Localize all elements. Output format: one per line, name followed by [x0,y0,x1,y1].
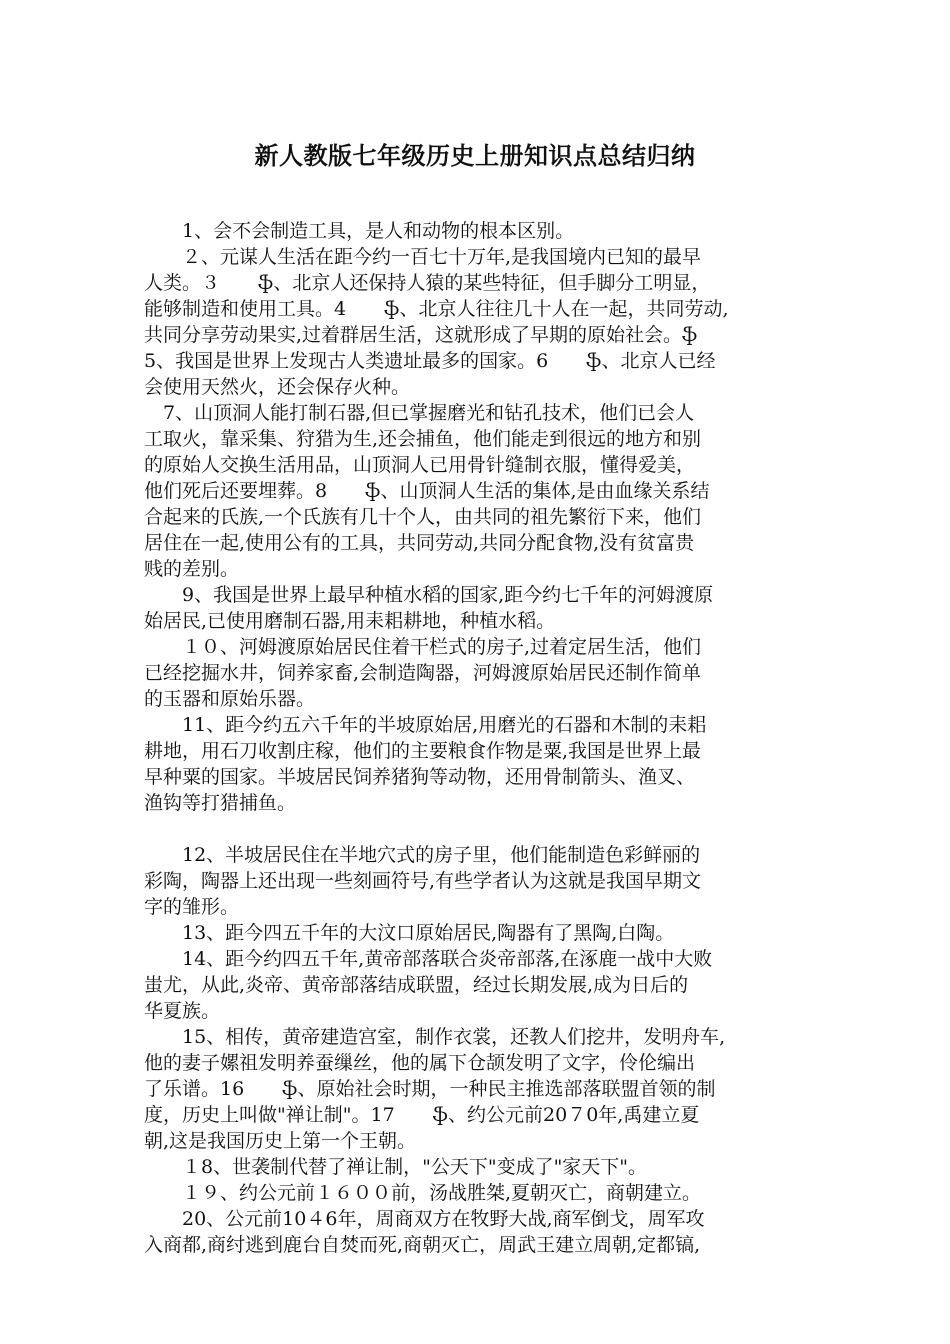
text-line: 他的妻子嫘祖发明养蚕缫丝，他的属下仓颉发明了文字，伶伦编出 [144,1052,696,1074]
text-line: 20、公元前10４6年，周商双方在牧野大战,商军倒戈，周军攻 [144,1208,705,1230]
text-line: 早种粟的国家。半坡居民饲养猪狗等动物，还用骨制箭头、渔叉、 [144,766,696,788]
text-line: 9、我国是世界上最早种植水稻的国家,距今约七千年的河姆渡原 [144,584,714,606]
text-line: 耕地，用石刀收割庄稼，他们的主要粮食作物是粟,我国是世界上最 [144,740,702,762]
text-line: 入商都,商纣逃到鹿台自焚而死,商朝灭亡，周武王建立周朝,定都镐, [144,1234,701,1256]
text-line: 字的雏形。 [144,896,240,918]
text-line: 蚩尤，从此,炎帝、黄帝部落结成联盟，经过长期发展,成为日后的 [144,974,689,996]
text-line: 渔钩等打猎捕鱼。 [144,792,297,814]
text-line: 共同分享劳动果实,过着群居生活，这就形成了早期的原始社会。ֆ [144,324,698,346]
text-line: 始居民,已使用磨制石器,用耒耜耕地，种植水稻。 [144,610,556,632]
blank-line [144,816,812,842]
document-title: 新人教版七年级历史上册知识点总结归纳 [254,142,696,170]
text-line: 彩陶，陶器上还出现一些刻画符号,有些学者认为这就是我国早期文 [144,870,702,892]
text-line: 合起来的氏族,一个氏族有几十个人，由共同的祖先繁衍下来，他们 [144,506,702,528]
text-line: 工取火，靠采集、狩猎为生,还会捕鱼，他们能走到很远的地方和别 [144,428,702,450]
document-body [144,218,812,1258]
text-line: 能够制造和使用工具。4 ֆ、北京人往往几十人在一起，共同劳动, [144,298,729,320]
text-line: 已经挖掘水井，饲养家畜,会制造陶器，河姆渡原始居民还制作简单 [144,662,702,684]
text-line: 的原始人交换生活用品，山顶洞人已用骨针缝制衣服，懂得爱美， [144,454,696,476]
text-line: 15、相传，黄帝建造宫室，制作衣裳，还教人们挖井，发明舟车, [144,1026,726,1048]
text-line: 人类。３ ֆ、北京人还保持人猿的某些特征，但手脚分工明显， [144,272,711,294]
text-line: １９、约公元前１６００前，汤战胜桀,夏朝灭亡，商朝建立。 [144,1182,702,1204]
text-line: 会使用天然火，还会保存火种。 [144,376,411,398]
text-line: 7、山顶洞人能打制石器,但已掌握磨光和钻孔技术，他们已会人 [144,402,695,424]
text-line: 13、距今四五千年的大汶口原始居民,陶器有了黑陶,白陶。 [144,922,675,944]
text-line: 12、半坡居民住在半地穴式的房子里，他们能制造色彩鲜丽的 [144,844,701,866]
text-line: 他们死后还要埋葬。8 ֆ、山顶洞人生活的集体,是由血缘关系结 [144,480,710,502]
text-line: 了乐谱。16 ֆ、原始社会时期，一种民主推选部落联盟首领的制 [144,1078,716,1100]
text-line: 朝,这是我国历史上第一个王朝。 [144,1130,417,1152]
text-line: 1、会不会制造工具，是人和动物的根本区别。 [144,220,575,242]
text-line: 的玉器和原始乐器。 [144,688,316,710]
text-line: １０、河姆渡原始居民住着干栏式的房子,过着定居生活，他们 [144,636,702,658]
text-line: 华夏族。 [144,1000,221,1022]
text-line: 11、距今约五六千年的半坡原始居,用磨光的石器和木制的耒耜 [144,714,707,736]
text-line: ２、元谋人生活在距今约一百七十万年,是我国境内已知的最早 [144,246,702,268]
text-line: １8、世袭制代替了禅让制，"公天下"变成了"家天下"。 [144,1156,648,1178]
text-line: 度，历史上叫做"禅让制"。17 ֆ、约公元前20７0年,禹建立夏 [144,1104,700,1126]
text-line: 14、距今约四五千年,黄帝部落联合炎帝部落,在涿鹿一战中大败 [144,948,713,970]
text-line: 居住在一起,使用公有的工具，共同劳动,共同分配食物,没有贫富贵 [144,532,695,554]
text-line: 5、我国是世界上发现古人类遗址最多的国家。6 ֆ、北京人已经 [144,350,716,372]
text-line: 贱的差别。 [144,558,240,580]
